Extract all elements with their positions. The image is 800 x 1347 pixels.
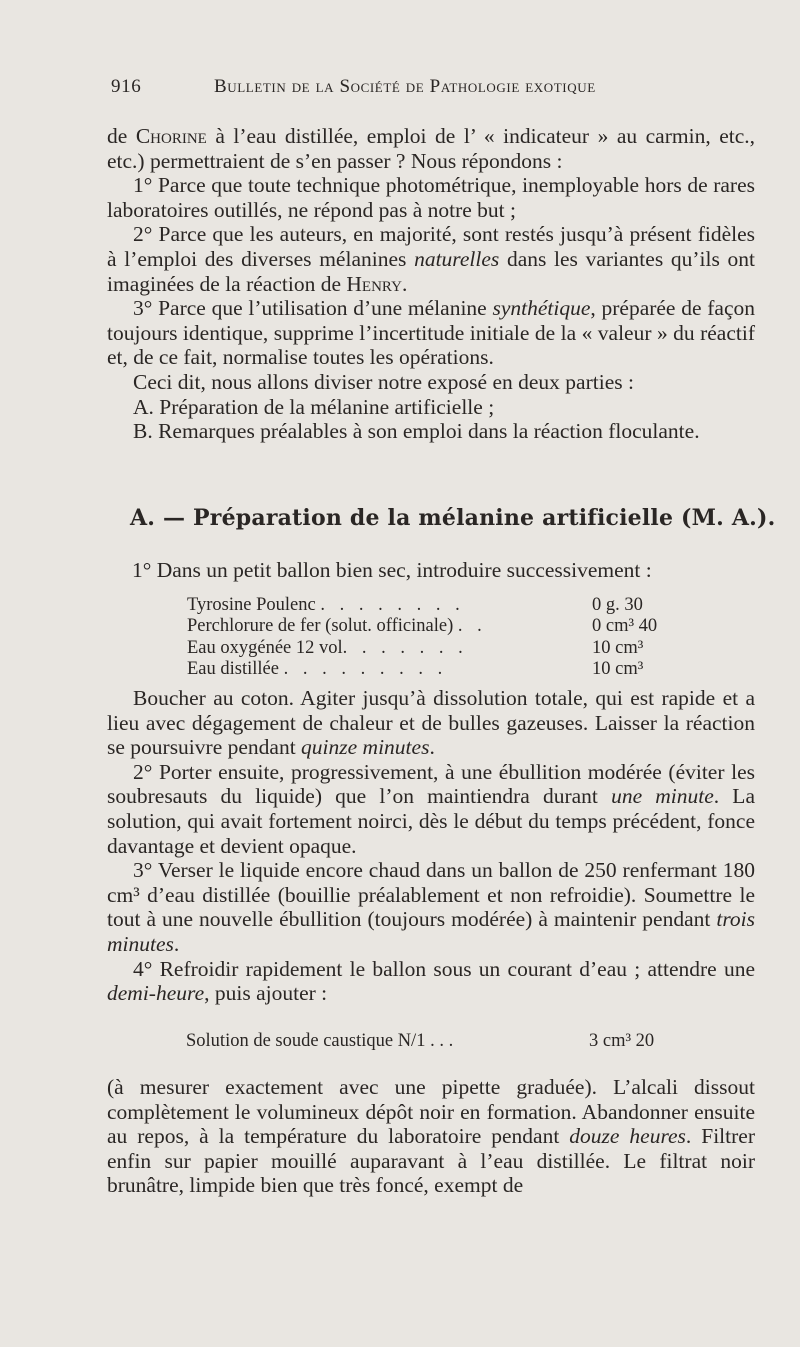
paragraph: 1° Parce que toute technique photométrique, inemployable hors de rares laboratoires outillés, ne répond pas à notre but ; — [107, 173, 755, 222]
ingredient-label: Eau distillée . . . . . . . . . — [187, 658, 448, 679]
ingredient-quantity: 0 g. 30 — [592, 595, 643, 615]
ingredient-label: Perchlorure de fer (solut. officinale) . . — [187, 616, 487, 637]
running-title: Bulletin de la Société de Pathologie exotique — [214, 76, 596, 97]
paragraph: 4° Refroidir rapidement le ballon sous un courant d’eau ; attendre une demi-heure, puis ajouter : — [107, 956, 755, 1006]
body-text-top — [107, 124, 755, 444]
section-heading: A. — Préparation de la mélanine artificielle (M. A.). — [130, 505, 776, 531]
paragraph: Ceci dit, nous allons diviser notre exposé en deux parties : — [133, 369, 634, 394]
ingredient-quantity: 0 cm³ 40 — [592, 616, 658, 637]
body-text-bottom — [107, 1075, 755, 1198]
recipe-row — [187, 595, 707, 616]
ingredient-quantity: 10 cm³ — [592, 637, 644, 658]
author-name: Chorine — [135, 124, 207, 148]
page-number: 916 — [111, 76, 142, 97]
ingredient-label: Tyrosine Poulenc . . . . . . . . — [187, 595, 465, 615]
paragraph: (à mesurer exactement avec une pipette graduée). L’alcali dissout complètement le volumineux dépôt noir en formation. Abandonner ensuite au repos, à la température du laboratoire pendant douze heures. Filtrer enfin sur papier mouillé auparavant à l’eau distillée. Le filtrat noir brunâtre, limpide bien que très foncé, exempt de — [107, 1075, 755, 1198]
paragraph: 3° Parce que l’utilisation d’une mélanine synthétique, préparée de façon toujours identique, supprime l’incertitude initiale de la « valeur » du réactif et, de ce fait, normalise toutes les opérations. — [107, 296, 755, 370]
author-name: Henry — [346, 271, 402, 296]
running-header — [111, 76, 751, 106]
recipe-row — [187, 638, 707, 659]
reagent-label: Solution de soude caustique N/1 . . . — [186, 1031, 454, 1051]
reagent-quantity: 3 cm³ 20 — [589, 1031, 655, 1051]
step-1-intro: 1° Dans un petit ballon bien sec, introduire successivement : — [132, 558, 652, 582]
ingredient-label: Eau oxygénée 12 vol. . . . . . . — [187, 637, 468, 658]
body-text-middle — [107, 686, 755, 1006]
reagent-line — [186, 1031, 686, 1052]
paragraph: 2° Parce que les auteurs, en majorité, sont restés jusqu’à présent fidèles à l’emploi des diverses mélanines naturelles dans les variantes qu’ils ont imaginées de la réaction de Henry. — [107, 222, 755, 296]
recipe-row — [187, 616, 707, 637]
paragraph: 2° Porter ensuite, progressivement, à une ébullition modérée (éviter les soubresauts du liquide) que l’on maintiendra durant une minute. La solution, qui avait fortement noirci, dès le début du temps précédent, fonce davantage et devient opaque. — [107, 759, 755, 858]
recipe-table — [187, 595, 707, 680]
paragraph: 3° Verser le liquide encore chaud dans un ballon de 250 renfermant 180 cm³ d’eau distillée (bouillie préalablement et non refroidie). Soumettre le tout à une nouvelle ébullition (toujours modérée) à maintenir pendant trois minutes. — [107, 858, 755, 956]
ingredient-quantity: 10 cm³ — [592, 658, 644, 679]
paragraph: B. Remarques préalables à son emploi dans la réaction floculante. — [133, 419, 700, 444]
paragraph: de Chorine à l’eau distillée, emploi de l’ « indicateur » au carmin, etc., etc.) permettraient de s’en passer ? Nous répondons : — [107, 124, 756, 173]
paragraph: Boucher au coton. Agiter jusqu’à dissolution totale, qui est rapide et a lieu avec dégagement de chaleur et de bulles gazeuses. Laisser la réaction se poursuivre pendant quinze minutes. — [107, 686, 755, 760]
recipe-row — [187, 659, 707, 680]
paragraph: A. Préparation de la mélanine artificielle ; — [133, 394, 495, 419]
